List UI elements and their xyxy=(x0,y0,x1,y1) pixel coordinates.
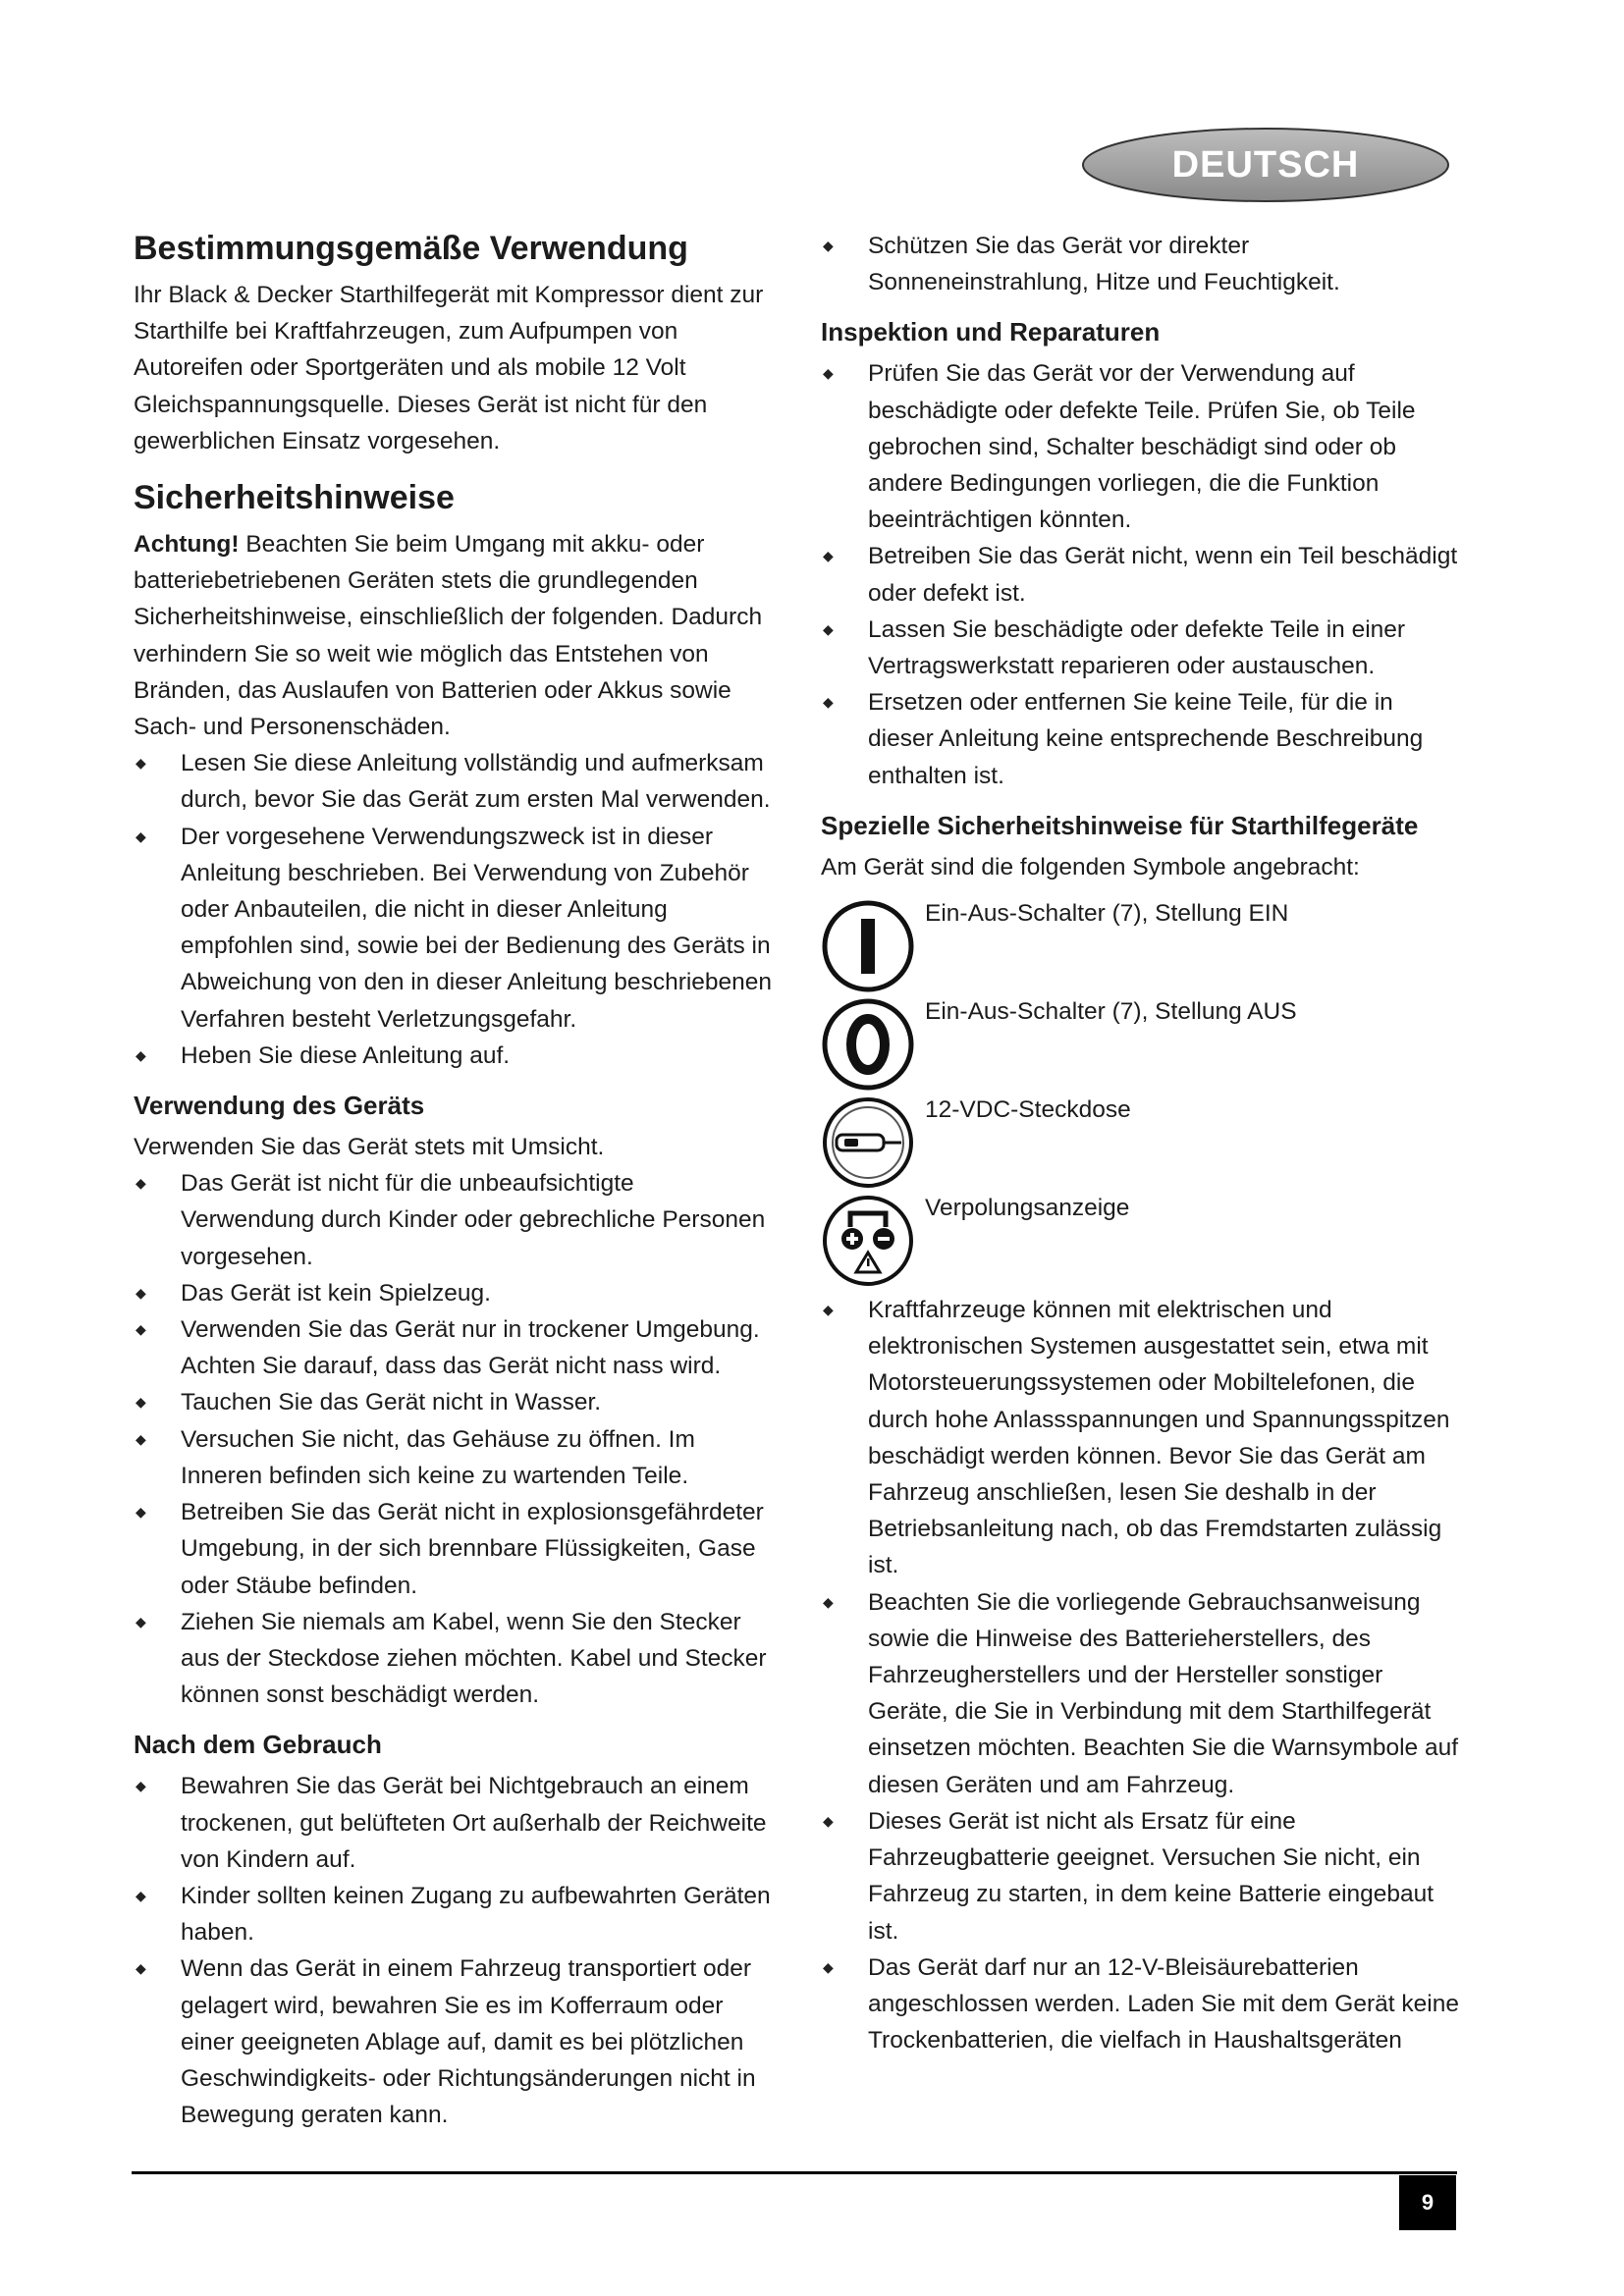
symbols-intro: Am Gerät sind die folgenden Symbole angebracht: xyxy=(821,853,1360,881)
symbol-label: Ein-Aus-Schalter (7), Stellung AUS xyxy=(925,998,1297,1026)
page-number: 9 xyxy=(1399,2175,1456,2230)
list-item: ◆ Ersetzen oder entfernen Sie keine Teile, für die in dieser Anleitung keine entsprechende Beschreibung enthalten ist. xyxy=(821,684,1459,794)
list-item: ◆ Kraftfahrzeuge können mit elektrischen und elektronischen Systemen ausgestattet sein, etwa mit Motorsteuerungssystemen oder Mobiltelefonen, die durch hohe Anlassspannungen und Spannungsspitzen beschädigt werden können. Bevor Sie das Gerät am Fahrzeug anschließen, lesen Sie deshalb in der Betriebsanleitung nach, ob das Fremdstarten zulässig ist. xyxy=(821,1292,1459,1584)
list-item: ◆ Beachten Sie die vorliegende Gebrauchsanweisung sowie die Hinweise des Batterieherstellers, des Fahrzeugherstellers und der Hersteller sonstiger Geräte, die Sie in Verbindung mit dem Starthilfegerät einsetzen möchten. Beachten Sie die Warnsymbole auf diesen Geräten und am Fahrzeug. xyxy=(821,1584,1459,1803)
usage-list xyxy=(134,1165,774,1713)
symbol-label: Verpolungsanzeige xyxy=(925,1195,1130,1222)
symbol-row xyxy=(821,1095,1459,1194)
list-item: ◆ Lassen Sie beschädigte oder defekte Teile in einer Vertragswerkstatt reparieren oder austauschen. xyxy=(821,612,1459,684)
footer-rule xyxy=(132,2171,1457,2174)
list-item: ◆ Versuchen Sie nicht, das Gehäuse zu öffnen. Im Inneren befinden sich keine zu wartenden Teile. xyxy=(134,1421,774,1494)
list-item: ◆ Lesen Sie diese Anleitung vollständig und aufmerksam durch, bevor Sie das Gerät zum ersten Mal verwenden. xyxy=(134,745,774,818)
after-use-list xyxy=(134,1768,774,2133)
heading-after-use: Nach dem Gebrauch xyxy=(134,1730,382,1760)
reverse-polarity-icon xyxy=(821,1194,915,1288)
symbol-row xyxy=(821,899,1459,997)
list-item: ◆ Das Gerät darf nur an 12-V-Bleisäurebatterien angeschlossen werden. Laden Sie mit dem Gerät keine Trockenbatterien, die vielfach in Haushaltsgeräten xyxy=(821,1949,1459,2059)
list-item: ◆ Ziehen Sie niemals am Kabel, wenn Sie den Stecker aus der Steckdose ziehen möchten. Kabel und Stecker können sonst beschädigt werden. xyxy=(134,1604,774,1714)
language-tab xyxy=(1080,126,1451,204)
left-column xyxy=(134,228,774,2133)
heading-intended-use: Bestimmungsgemäße Verwendung xyxy=(134,230,688,267)
list-item: ◆ Bewahren Sie das Gerät bei Nichtgebrauch an einem trockenen, gut belüfteten Ort außerhalb der Reichweite von Kindern auf. xyxy=(134,1768,774,1878)
list-item: ◆ Wenn das Gerät in einem Fahrzeug transportiert oder gelagert wird, bewahren Sie es im Kofferraum oder einer geeigneten Ablage auf, damit es bei plötzlichen Geschwindigkeits- oder Richtungsänderungen nicht in Bewegung geraten kann. xyxy=(134,1950,774,2133)
attention-label: Achtung! xyxy=(134,531,240,559)
attention-text: Beachten Sie beim Umgang mit akku- oder batteriebetriebenen Geräten stets die grundlegenden Sicherheitshinweise, einschließlich der folgenden. Dadurch verhindern Sie so weit wie möglich das Entstehen von Bränden, das Auslaufen von Batterien oder Akkus sowie Sach- und Personenschäden. xyxy=(134,531,763,741)
list-item: ◆ Betreiben Sie das Gerät nicht in explosionsgefährdeter Umgebung, in der sich brennbare Flüssigkeiten, Gase oder Stäube befinden. xyxy=(134,1494,774,1604)
heading-device-usage: Verwendung des Geräts xyxy=(134,1091,425,1121)
heading-inspection: Inspektion und Reparaturen xyxy=(821,317,1161,347)
power-off-icon xyxy=(821,997,915,1092)
list-item: ◆ Tauchen Sie das Gerät nicht in Wasser. xyxy=(134,1384,774,1420)
list-item: ◆ Das Gerät ist kein Spielzeug. xyxy=(134,1275,774,1311)
symbol-label: Ein-Aus-Schalter (7), Stellung EIN xyxy=(925,900,1289,928)
symbol-row xyxy=(821,997,1459,1095)
right-column xyxy=(821,228,1459,2058)
protection-list xyxy=(821,228,1459,300)
dc-socket-icon xyxy=(821,1095,915,1190)
list-item: ◆ Betreiben Sie das Gerät nicht, wenn ein Teil beschädigt oder defekt ist. xyxy=(821,538,1459,611)
power-on-icon xyxy=(821,899,915,993)
list-item: ◆ Heben Sie diese Anleitung auf. xyxy=(134,1038,774,1074)
list-item: ◆ Dieses Gerät ist nicht als Ersatz für eine Fahrzeugbatterie geeignet. Versuchen Sie nicht, ein Fahrzeug zu starten, in dem keine Batterie eingebaut ist. xyxy=(821,1803,1459,1949)
safety-list xyxy=(134,745,774,1074)
device-usage-text: Verwenden Sie das Gerät stets mit Umsicht. xyxy=(134,1134,605,1161)
intended-use-text: Ihr Black & Decker Starthilfegerät mit Kompressor dient zur Starthilfe bei Kraftfahrzeugen, zum Aufpumpen von Autoreifen oder Sportgeräten und als mobile 12 Volt Gleichspannungsquelle. Dieses Gerät ist nicht für den gewerblichen Einsatz vorgesehen. xyxy=(134,282,764,454)
list-item: ◆ Verwenden Sie das Gerät nur in trockener Umgebung. Achten Sie darauf, dass das Gerät nicht nass wird. xyxy=(134,1311,774,1384)
language-label: DEUTSCH xyxy=(1171,144,1360,186)
list-item: ◆ Prüfen Sie das Gerät vor der Verwendung auf beschädigte oder defekte Teile. Prüfen Sie, ob Teile gebrochen sind, Schalter beschädigt sind oder ob andere Bedingungen vorliegen, die die Funktion beeinträchtigen könnten. xyxy=(821,355,1459,538)
inspection-list xyxy=(821,355,1459,793)
symbol-row xyxy=(821,1194,1459,1292)
list-item: ◆ Der vorgesehene Verwendungszweck ist in dieser Anleitung beschrieben. Bei Verwendung von Zubehör oder Anbauteilen, die nicht in dieser Anleitung empfohlen sind, sowie bei der Bedienung des Geräts in Abweichung von den in dieser Anleitung beschriebenen Verfahren besteht Verletzungsgefahr. xyxy=(134,819,774,1038)
symbol-label: 12-VDC-Steckdose xyxy=(925,1096,1131,1124)
attention-paragraph xyxy=(134,526,774,745)
list-item: ◆ Schützen Sie das Gerät vor direkter Sonneneinstrahlung, Hitze und Feuchtigkeit. xyxy=(821,228,1459,300)
list-item: ◆ Kinder sollten keinen Zugang zu aufbewahrten Geräten haben. xyxy=(134,1878,774,1950)
heading-safety: Sicherheitshinweise xyxy=(134,479,455,517)
heading-special-safety: Spezielle Sicherheitshinweise für Starthilfegeräte xyxy=(821,810,1419,840)
special-safety-list xyxy=(821,1292,1459,2058)
list-item: ◆ Das Gerät ist nicht für die unbeaufsichtigte Verwendung durch Kinder oder gebrechliche Personen vorgesehen. xyxy=(134,1165,774,1275)
